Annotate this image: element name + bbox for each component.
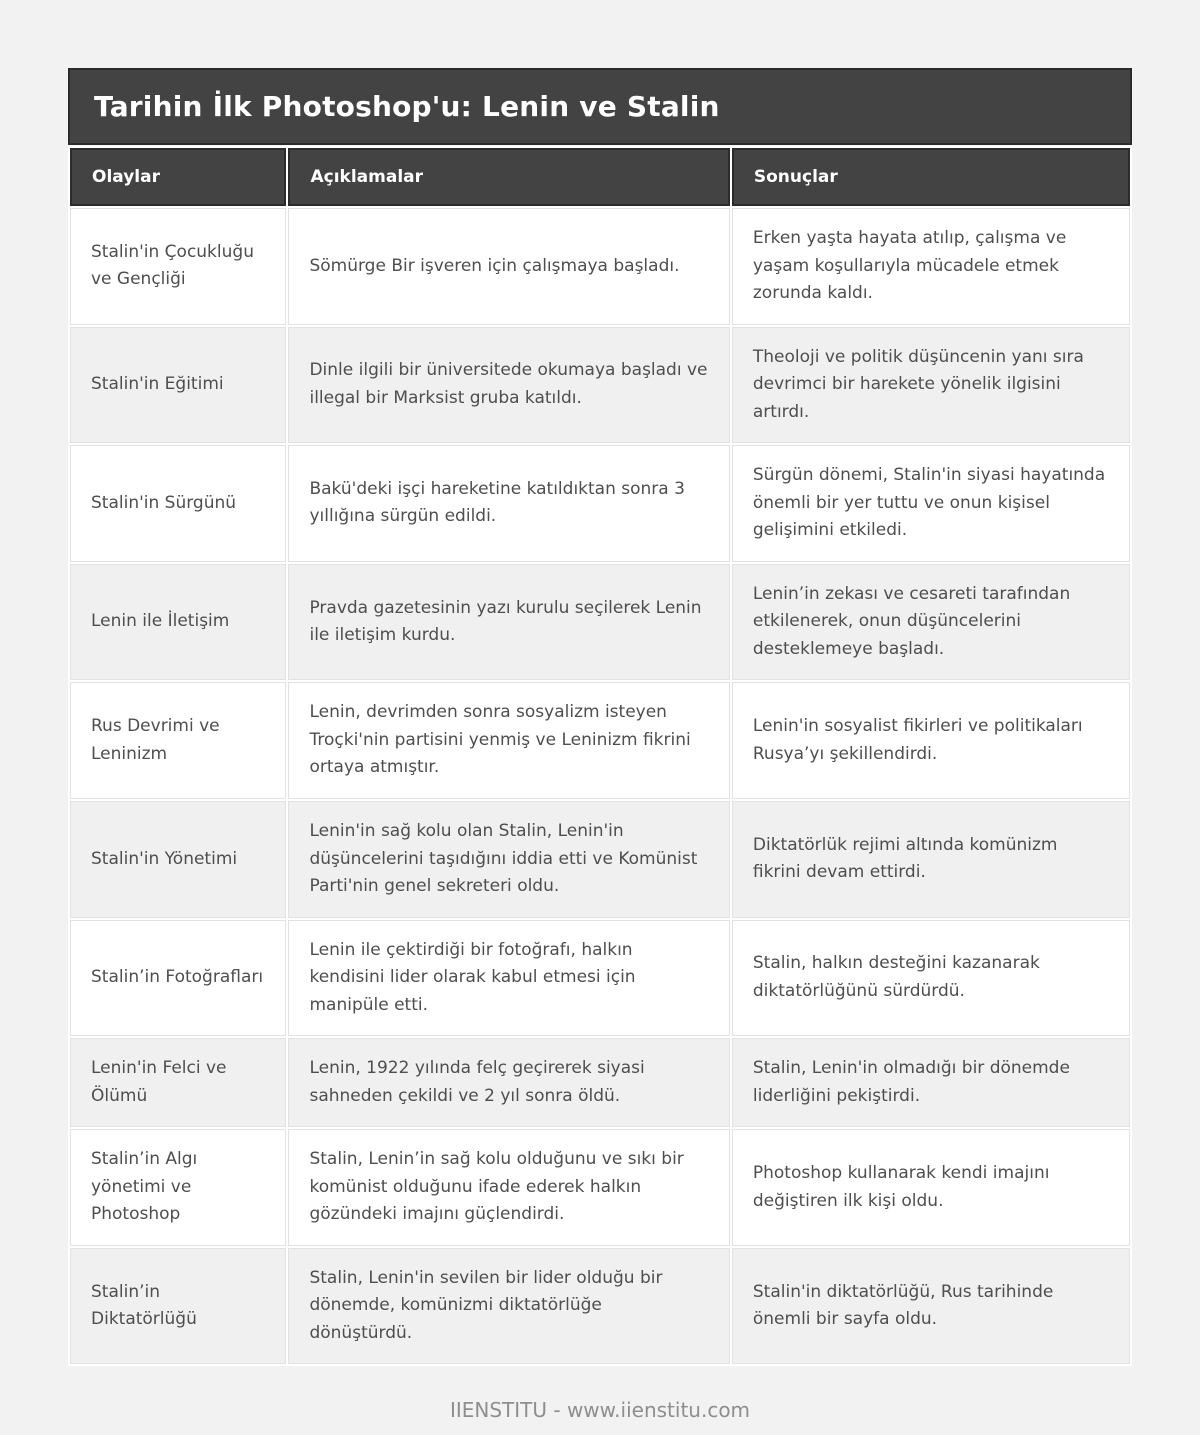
event-cell: Stalin’in Diktatörlüğü	[70, 1248, 286, 1365]
table-row	[70, 801, 1130, 918]
description-cell: Lenin'in sağ kolu olan Stalin, Lenin'in düşüncelerini taşıdığını iddia etti ve Komünist Parti'nin genel sekreteri oldu.	[288, 801, 729, 918]
description-cell: Sömürge Bir işveren için çalışmaya başladı.	[288, 208, 729, 325]
description-cell: Pravda gazetesinin yazı kurulu seçilerek Lenin ile iletişim kurdu.	[288, 564, 729, 681]
event-cell: Stalin'in Eğitimi	[70, 327, 286, 444]
column-header-results: Sonuçlar	[732, 148, 1130, 206]
event-cell: Stalin'in Yönetimi	[70, 801, 286, 918]
table-row	[70, 682, 1130, 799]
event-cell: Stalin’in Fotoğrafları	[70, 920, 286, 1037]
result-cell: Stalin, halkın desteğini kazanarak diktatörlüğünü sürdürdü.	[732, 920, 1130, 1037]
result-cell: Stalin, Lenin'in olmadığı bir dönemde liderliğini pekiştirdi.	[732, 1038, 1130, 1127]
table-row	[70, 920, 1130, 1037]
description-cell: Stalin, Lenin’in sağ kolu olduğunu ve sıkı bir komünist olduğunu ifade ederek halkın gözündeki imajını güçlendirdi.	[288, 1129, 729, 1246]
table-row	[70, 564, 1130, 681]
description-cell: Dinle ilgili bir üniversitede okumaya başladı ve illegal bir Marksist gruba katıldı.	[288, 327, 729, 444]
result-cell: Lenin’in zekası ve cesareti tarafından etkilenerek, onun düşüncelerini desteklemeye başladı.	[732, 564, 1130, 681]
event-cell: Stalin'in Çocukluğu ve Gençliği	[70, 208, 286, 325]
event-cell: Stalin'in Sürgünü	[70, 445, 286, 562]
description-cell: Lenin, 1922 yılında felç geçirerek siyasi sahneden çekildi ve 2 yıl sonra öldü.	[288, 1038, 729, 1127]
event-cell: Lenin ile İletişim	[70, 564, 286, 681]
description-cell: Lenin ile çektirdiği bir fotoğrafı, halkın kendisini lider olarak kabul etmesi için manipüle etti.	[288, 920, 729, 1037]
header-row	[70, 148, 1130, 206]
description-cell: Stalin, Lenin'in sevilen bir lider olduğu bir dönemde, komünizmi diktatörlüğe dönüştürdü.	[288, 1248, 729, 1365]
result-cell: Theoloji ve politik düşüncenin yanı sıra devrimci bir harekete yönelik ilgisini artırdı.	[732, 327, 1130, 444]
footer-watermark: IIENSTITU - www.iienstitu.com	[449, 1398, 751, 1423]
result-cell: Lenin'in sosyalist fikirleri ve politikaları Rusya’yı şekillendirdi.	[732, 682, 1130, 799]
column-header-events: Olaylar	[70, 148, 286, 206]
description-cell: Lenin, devrimden sonra sosyalizm isteyen Troçki'nin partisini yenmiş ve Leninizm fikrini ortaya atmıştır.	[288, 682, 729, 799]
table-row	[70, 1129, 1130, 1246]
events-table	[68, 146, 1132, 1366]
table-row	[70, 1038, 1130, 1127]
table-row	[70, 327, 1130, 444]
description-cell: Bakü'deki işçi hareketine katıldıktan sonra 3 yıllığına sürgün edildi.	[288, 445, 729, 562]
event-cell: Stalin’in Algı yönetimi ve Photoshop	[70, 1129, 286, 1246]
page-title: Tarihin İlk Photoshop'u: Lenin ve Stalin	[68, 68, 1132, 145]
table-card	[68, 68, 1132, 1366]
result-cell: Stalin'in diktatörlüğü, Rus tarihinde önemli bir sayfa oldu.	[732, 1248, 1130, 1365]
column-header-descriptions: Açıklamalar	[288, 148, 729, 206]
table-row	[70, 208, 1130, 325]
event-cell: Lenin'in Felci ve Ölümü	[70, 1038, 286, 1127]
result-cell: Diktatörlük rejimi altında komünizm fikrini devam ettirdi.	[732, 801, 1130, 918]
result-cell: Photoshop kullanarak kendi imajını değiştiren ilk kişi oldu.	[732, 1129, 1130, 1246]
table-row	[70, 1248, 1130, 1365]
table-header	[70, 148, 1130, 206]
table-body	[70, 208, 1130, 1364]
table-row	[70, 445, 1130, 562]
result-cell: Erken yaşta hayata atılıp, çalışma ve yaşam koşullarıyla mücadele etmek zorunda kaldı.	[732, 208, 1130, 325]
result-cell: Sürgün dönemi, Stalin'in siyasi hayatında önemli bir yer tuttu ve onun kişisel gelişimini etkiledi.	[732, 445, 1130, 562]
event-cell: Rus Devrimi ve Leninizm	[70, 682, 286, 799]
